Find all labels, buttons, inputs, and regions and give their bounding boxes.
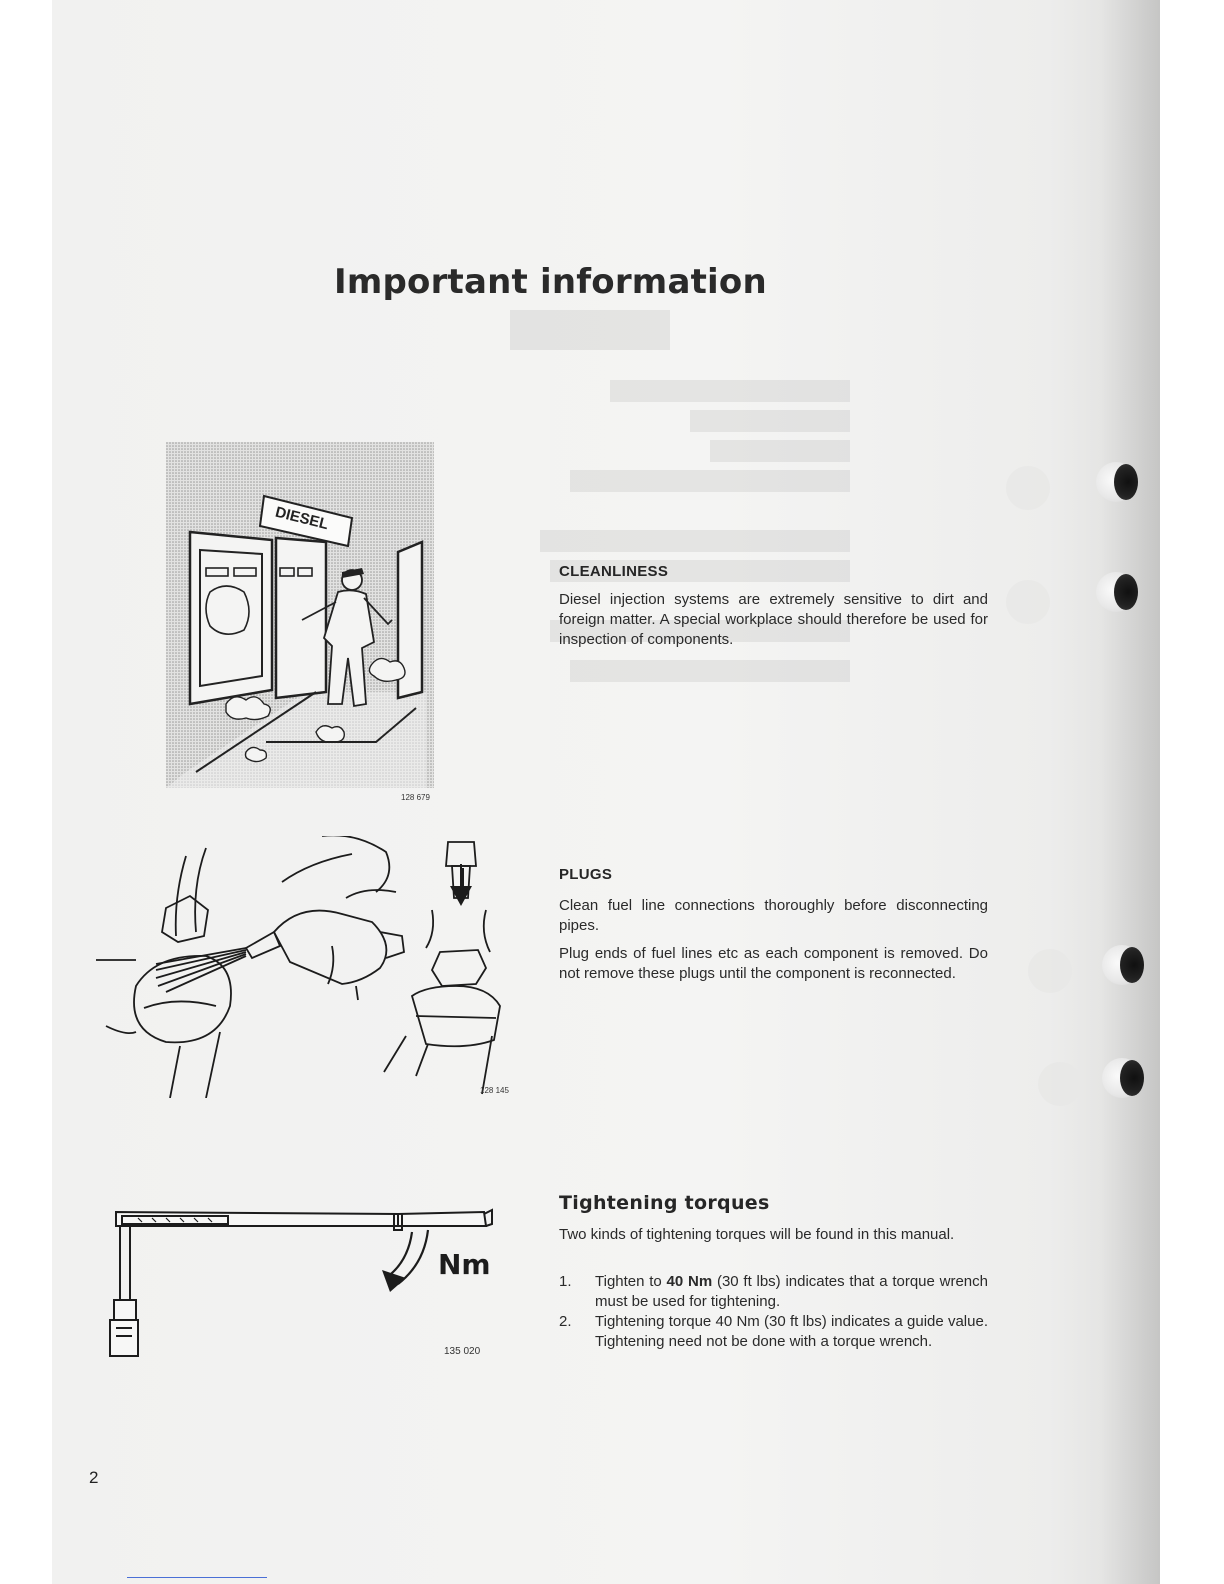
punch-hole-4 — [1082, 1058, 1142, 1118]
torques-list-item-1 — [559, 1272, 988, 1312]
figure-number-plugs: 128 145 — [480, 1086, 509, 1095]
list-item-number: 2. — [559, 1313, 572, 1330]
plugs-illustration — [96, 836, 506, 1098]
bottom-link-underline — [127, 1577, 267, 1578]
cleanliness-text: Diesel injection systems are extremely sensitive to dirt and foreign matter. A special workplace should therefore be used for inspection of components. — [559, 591, 988, 648]
list-item-text-bold: 40 Nm — [666, 1273, 713, 1290]
wrench-unit-label: Nm — [438, 1248, 491, 1281]
cleanliness-heading: CLEANLINESS — [559, 563, 669, 580]
figure-number-workshop: 128 679 — [401, 793, 430, 802]
punch-hole-2 — [1076, 572, 1136, 632]
page-title: Important information — [334, 262, 767, 302]
plugs-paragraph-2: Plug ends of fuel lines etc as each component is removed. Do not remove these plugs until the component is reconnected. — [559, 945, 988, 982]
list-item-number: 1. — [559, 1273, 572, 1290]
punch-hole-1 — [1076, 462, 1136, 522]
diesel-sign-text: DIESEL — [273, 503, 331, 534]
plugs-paragraph-1: Clean fuel line connections thoroughly before disconnecting pipes. — [559, 897, 988, 934]
punch-hole-3 — [1082, 945, 1142, 1005]
list-item-text-post: (30 ft lbs) indicates that a torque wrench must be used for tightening. — [595, 1273, 988, 1310]
page-edge-shadow — [1100, 0, 1160, 1584]
torques-list-item-2 — [559, 1312, 988, 1352]
page-number: 2 — [89, 1468, 99, 1487]
torques-intro: Two kinds of tightening torques will be found in this manual. — [559, 1226, 955, 1243]
torques-heading: Tightening torques — [559, 1192, 770, 1214]
torque-wrench-illustration — [108, 1204, 498, 1364]
figure-number-wrench: 135 020 — [444, 1346, 481, 1357]
plugs-heading: PLUGS — [559, 866, 613, 883]
list-item-text: Tightening torque 40 Nm (30 ft lbs) indicates a guide value. Tightening need not be done with a torque wrench. — [595, 1313, 988, 1350]
workshop-illustration — [166, 442, 434, 790]
torques-list — [559, 1272, 988, 1352]
list-item-text-pre: Tighten to — [595, 1273, 667, 1290]
